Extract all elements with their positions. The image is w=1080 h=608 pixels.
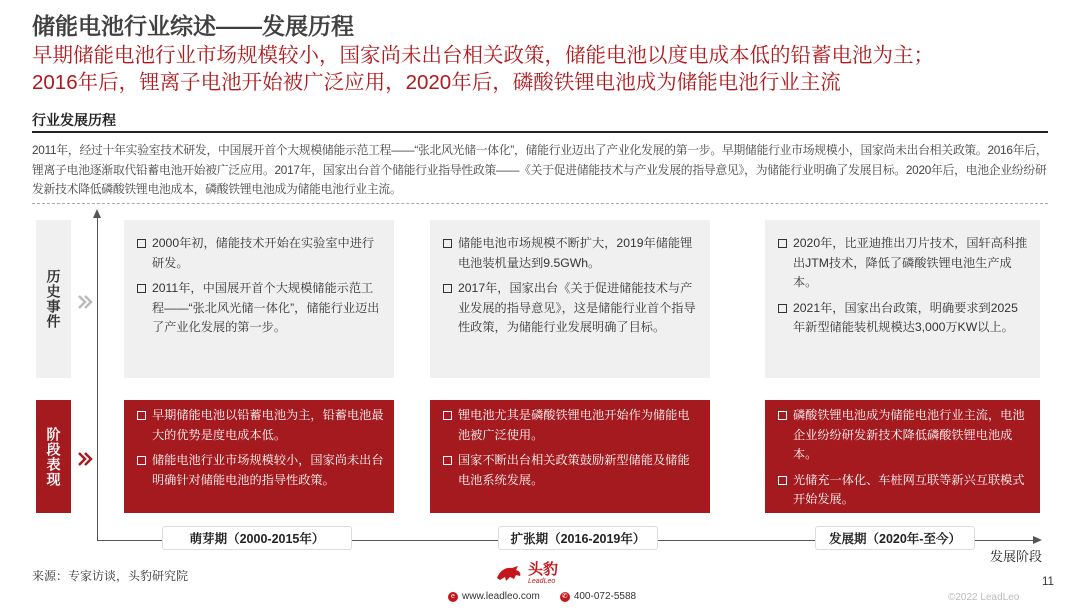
list-item: 2011年，中国展开首个大规模储能示范工程——“张北风光储一体化”，储能行业迈出了产业化发展的第一步。 <box>136 279 384 338</box>
source-note: 来源：专家访谈，头豹研究院 <box>32 569 189 583</box>
list-item: 储能电池行业市场规模较小，国家尚未出台明确针对储能电池的指导性政策。 <box>136 451 384 490</box>
logo-text-cn: 头豹 <box>528 561 559 578</box>
section-heading: 行业发展历程 <box>32 112 116 128</box>
history-box-period-3 <box>765 220 1040 378</box>
double-chevron-right-icon <box>76 293 94 311</box>
period-label-3: 发展期（2020年-至今） <box>815 526 975 550</box>
stage-box-period-3 <box>765 400 1040 513</box>
double-chevron-right-icon <box>76 450 94 468</box>
list-item: 磷酸铁锂电池成为储能电池行业主流，电池企业纷纷研发新技术降低磷酸铁锂电池成本。 <box>777 406 1030 465</box>
y-axis-line <box>97 216 98 541</box>
subtitle-line: 早期储能电池行业市场规模较小，国家尚未出台相关政策，储能电池以度电成本低的铅蓄电池为主； <box>32 44 934 67</box>
page-number: 11 <box>1042 576 1054 588</box>
list-item: 锂电池尤其是磷酸铁锂电池开始作为储能电池被广泛使用。 <box>442 406 700 445</box>
history-box-period-1 <box>124 220 394 378</box>
page-title: 储能电池行业综述——发展历程 <box>32 13 354 39</box>
list-item: 光储充一体化、车桩网互联等新兴互联模式开始发展。 <box>777 471 1030 510</box>
dashed-divider <box>32 203 1048 204</box>
website-link[interactable]: www.leadleo.com <box>462 591 540 602</box>
phone-icon: ✆ <box>560 592 570 602</box>
list-item: 2021年，国家出台政策，明确要求到2025年新型储能装机规模达3,000万KW以上。 <box>777 299 1030 338</box>
list-item: 储能电池市场规模不断扩大，2019年储能锂电池装机量达到9.5GWh。 <box>442 234 700 273</box>
x-axis-label: 发展阶段 <box>990 549 1043 564</box>
row-label-stage <box>36 400 71 513</box>
globe-icon: e <box>448 592 458 602</box>
list-item: 国家不断出台相关政策鼓励新型储能及储能电池系统发展。 <box>442 451 700 490</box>
page-subtitle <box>32 42 1062 96</box>
row-label-history <box>36 220 71 378</box>
list-item: 早期储能电池以铅蓄电池为主，铅蓄电池最大的优势是度电成本低。 <box>136 406 384 445</box>
copyright-note: ©2022 LeadLeo <box>948 592 1020 603</box>
logo-text-en: LeadLeo <box>528 578 556 585</box>
stage-box-period-2 <box>430 400 710 513</box>
period-label-1: 萌芽期（2000-2015年） <box>162 526 352 550</box>
footer-contact <box>448 591 636 602</box>
row-label-stage-text: 阶段表现 <box>45 426 62 487</box>
list-item: 2017年，国家出台《关于促进储能技术与产业发展的指导意见》，这是储能行业首个指导性政策，为储能行业发展明确了目标。 <box>442 279 700 338</box>
list-item: 2000年初，储能技术开始在实验室中进行研发。 <box>136 234 384 273</box>
list-item: 2020年，比亚迪推出刀片技术，国轩高科推出JTM技术，降低了磷酸铁锂电池生产成本。 <box>777 234 1030 293</box>
y-axis-arrow-icon <box>93 209 101 218</box>
subtitle-line: 2016年后，锂离子电池开始被广泛应用，2020年后，磷酸铁锂电池成为储能电池行业主流 <box>32 71 841 94</box>
row-label-history-text: 历史事件 <box>45 269 62 329</box>
history-box-period-2 <box>430 220 710 378</box>
leopard-logo-icon <box>496 564 522 584</box>
company-logo <box>496 562 558 585</box>
period-label-2: 扩张期（2016-2019年） <box>498 526 658 550</box>
intro-paragraph: 2011年，经过十年实验室技术研发，中国展开首个大规模储能示范工程——“张北风光储一体化”，储能行业迈出了产业化发展的第一步。早期储能行业市场规模小，国家尚未出台相关政策。2016年后，锂离子电池逐渐取代铅蓄电池开始被广泛应用。2017年，国家出台首个储能行业指导性政策——《关于促进储能技术与产业发展的指导意见》，为储能行业明确了发展目标。2020年后，电池企业纷纷研发新技术降低磷酸铁锂电池成本，磷酸铁锂电池成为储能电池行业主流。 <box>32 143 1048 196</box>
phone-number: 400-072-5588 <box>573 591 637 602</box>
x-axis-arrow-icon <box>1033 536 1042 544</box>
section-divider <box>32 131 1048 133</box>
stage-box-period-1 <box>124 400 394 513</box>
